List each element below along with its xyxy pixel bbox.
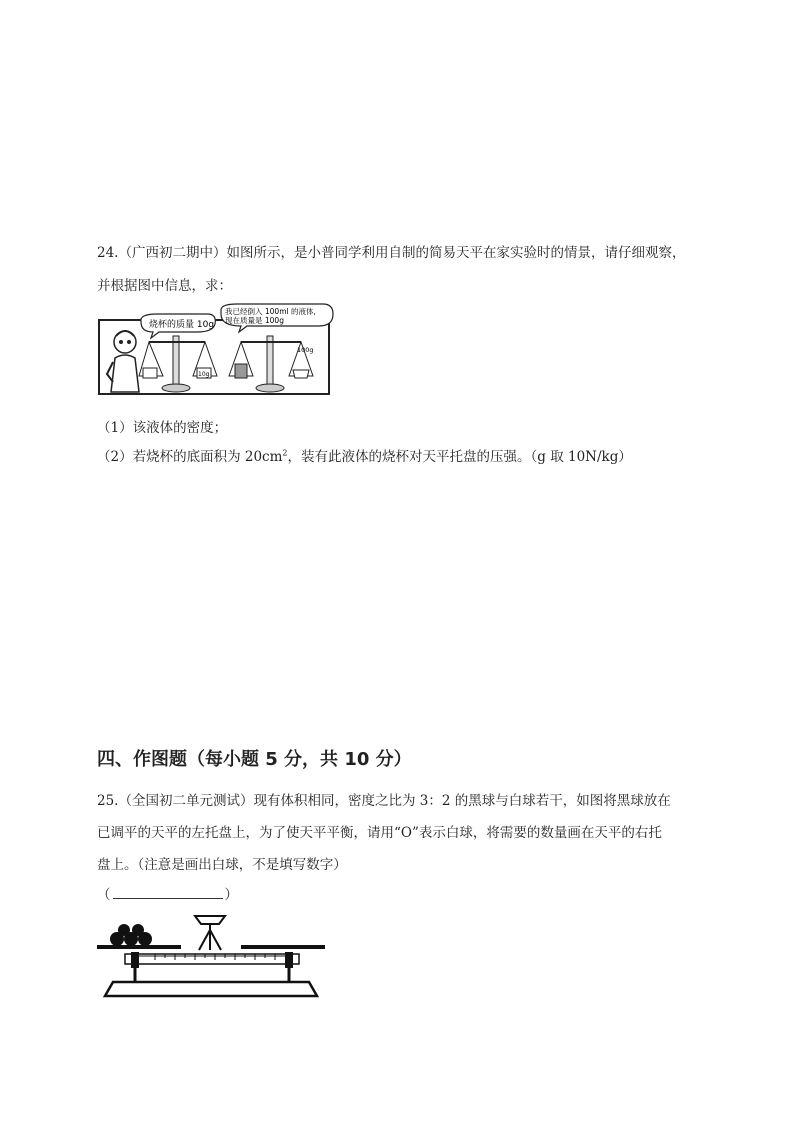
bubble-left-text: 烧杯的质量 10g	[149, 320, 215, 330]
bubble-right-line-1: 我已经倒入 100ml 的液体,	[225, 307, 316, 316]
balance-center	[195, 916, 225, 950]
answer-close-paren: ）	[224, 887, 238, 903]
answer-blank-line[interactable]	[113, 886, 223, 899]
q24-line-1: 24.（广西初二期中）如图所示，是小普同学利用自制的简易天平在家实验时的情景，请仔细观察，	[97, 245, 686, 261]
q24-line-2: 并根据图中信息，求：	[97, 278, 232, 294]
q24-balance-figure	[97, 302, 337, 398]
q24-sub-1: （1）该液体的密度；	[97, 420, 228, 436]
section-4-title: 四、作图题（每小题 5 分，共 10 分）	[97, 749, 412, 770]
balance-base	[105, 982, 317, 996]
q24-sub-2	[97, 447, 632, 467]
answer-open-paren: （	[97, 887, 111, 903]
q25-line-3: 盘上。（注意是画出白球，不是填写数字）	[97, 857, 347, 873]
weight-label-100g: 100g	[297, 346, 314, 354]
q24-sub-2-before: （2）若烧杯的底面积为 20cm	[97, 449, 283, 465]
black-balls	[110, 924, 152, 946]
q25-balance-figure	[95, 910, 327, 1002]
right-tray[interactable]	[241, 945, 325, 949]
q24-sub-2-after: ，装有此液体的烧杯对天平托盘的压强。（g 取 10N/kg）	[287, 449, 632, 465]
q25-line-1: 25.（全国初二单元测试）现有体积相同，密度之比为 3：2 的黑球与白球若干，如图将黑球放在	[97, 793, 671, 809]
q25-line-2: 已调平的天平的左托盘上，为了使天平平衡，请用“O”表示白球，将需要的数量画在天平的右托	[97, 825, 662, 841]
q25-answer-blank[interactable]	[97, 883, 238, 903]
q24-sub-2-sup: 2	[282, 448, 288, 458]
beam-ruler	[125, 952, 299, 968]
left-pan-weight-label: 10g	[198, 371, 210, 378]
left-tray	[97, 945, 181, 949]
bubble-right-line-2: 现在质量是 100g	[225, 316, 284, 325]
